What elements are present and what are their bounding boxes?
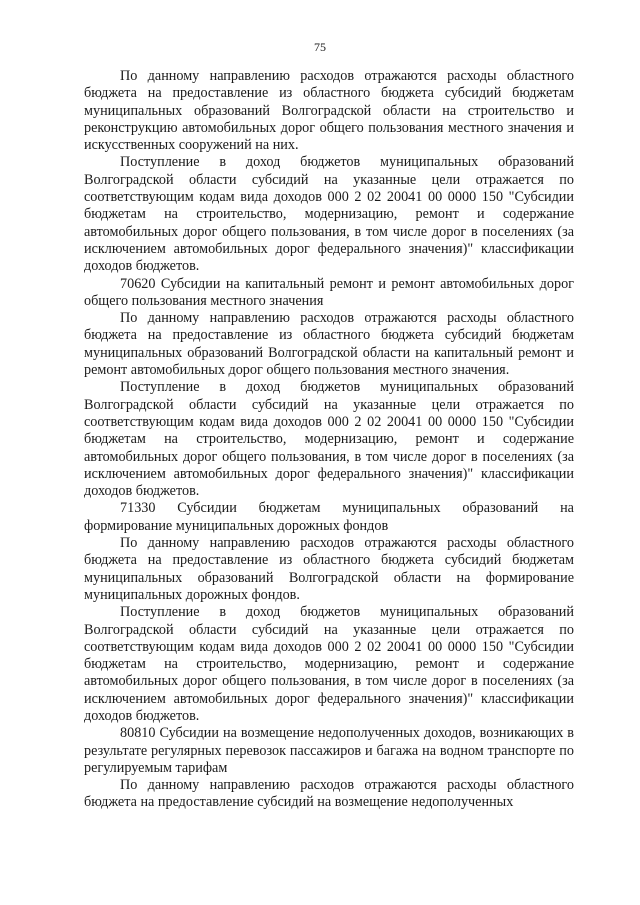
paragraph-roads-construction-expenses: По данному направлению расходов отражаются расходы областного бюджета на предоставление из областного бюджета субсидий бюджетам муниципальных образований Волгоградской области на строительство и реконструкцию автомобильных дорог общего пользования местного значения и искусственных сооружений на них. bbox=[84, 68, 574, 154]
paragraph-revenue-receipt: Поступление в доход бюджетов муниципальных образований Волгоградской области субсидий на указанные цели отражается по соответствующим кодам вида доходов 000 2 02 20041 00 0000 150 "Субсидии бюджетам на строительство, модернизацию, ремонт и содержание автомобильных дорог общего пользования, в том числе дорог в поселениях (за исключением автомобильных дорог федерального значения)" классификации доходов бюджетов. bbox=[84, 604, 574, 724]
document-body bbox=[84, 68, 574, 812]
page-number: 75 bbox=[314, 40, 326, 54]
section-heading-80810: 80810 Субсидии на возмещение недополученных доходов, возникающих в результате регулярных перевозок пассажиров и багажа на водном транспорте по регулируемым тарифам bbox=[84, 725, 574, 776]
paragraph-water-transport-expenses: По данному направлению расходов отражаются расходы областного бюджета на предоставление субсидий на возмещение недополученных bbox=[84, 777, 574, 811]
paragraph-road-funds-expenses: По данному направлению расходов отражаются расходы областного бюджета на предоставление из областного бюджета субсидий бюджетам муниципальных образований Волгоградской области на формирование муниципальных дорожных фондов. bbox=[84, 535, 574, 603]
paragraph-roads-repair-expenses: По данному направлению расходов отражаются расходы областного бюджета на предоставление из областного бюджета субсидий бюджетам муниципальных образований Волгоградской области на капитальный ремонт и ремонт автомобильных дорог общего пользования местного значения. bbox=[84, 310, 574, 379]
paragraph-revenue-receipt: Поступление в доход бюджетов муниципальных образований Волгоградской области субсидий на указанные цели отражается по соответствующим кодам вида доходов 000 2 02 20041 00 0000 150 "Субсидии бюджетам на строительство, модернизацию, ремонт и содержание автомобильных дорог общего пользования, в том числе дорог в поселениях (за исключением автомобильных дорог федерального значения)" классификации доходов бюджетов. bbox=[84, 379, 574, 500]
section-heading-71330: 71330 Субсидии бюджетам муниципальных образований на формирование муниципальных дорожных фондов bbox=[84, 500, 574, 534]
section-heading-70620: 70620 Субсидии на капитальный ремонт и ремонт автомобильных дорог общего пользования местного значения bbox=[84, 275, 574, 309]
paragraph-revenue-receipt: Поступление в доход бюджетов муниципальных образований Волгоградской области субсидий на указанные цели отражается по соответствующим кодам вида доходов 000 2 02 20041 00 0000 150 "Субсидии бюджетам на строительство, модернизацию, ремонт и содержание автомобильных дорог общего пользования, в том числе дорог в поселениях (за исключением автомобильных дорог федерального значения)" классификации доходов бюджетов. bbox=[84, 154, 574, 275]
